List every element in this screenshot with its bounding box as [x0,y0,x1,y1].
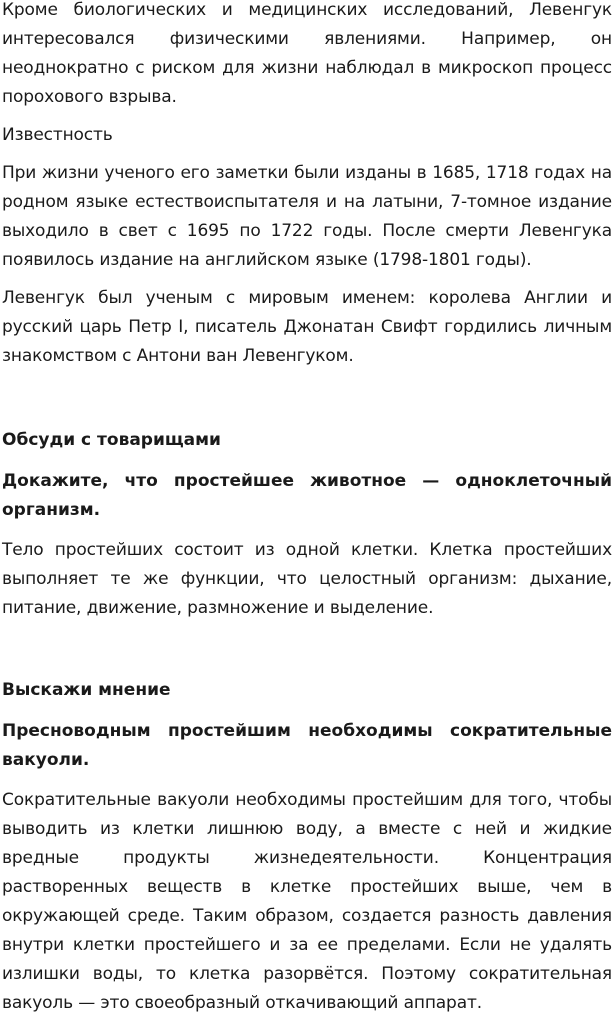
opinion-task: Пресноводным простейшим необходимы сократительные вакуоли. [2,721,612,770]
opinion-answer: Сократительные вакуоли необходимы простейшим для того, чтобы выводить из клетки лишнюю воду, а вместе с ней и жидкие вредные продукты жизнедеятельности. Концентрация растворенных веществ в клетке простейших выше, чем в окружающей среде. Таким образом, создается разность давления внутри клетки простейшего и за ее пределами. Если не удалять излишки воды, то клетка разорвётся. Поэтому сократительная вакуоль — это своеобразный откачивающий аппарат. [2,790,612,1013]
opinion-heading: Выскажи мнение [2,680,171,700]
fame-label: Известность [2,125,113,145]
fame-paragraph-recognition: Левенгук был ученым с мировым именем: королева Англии и русский царь Петр I, писатель Джонатан Свифт гордились личным знакомством с Антони ван Левенгуком. [2,288,612,366]
discuss-task: Докажите, что простейшее животное — одноклеточный организм. [2,471,612,520]
discuss-answer: Тело простейших состоит из одной клетки. Клетка простейших выполняет те же функции, что целостный организм: дыхание, питание, движение, размножение и выделение. [2,540,612,618]
intro-paragraph: Кроме биологических и медицинских исследований, Левенгук интересовался физическими явлениями. Например, он неоднократно с риском для жизни наблюдал в микроскоп процесс порохового взрыва. [2,0,612,107]
fame-paragraph-publications: При жизни ученого его заметки были изданы в 1685, 1718 годах на родном языке естествоиспытателя и на латыни, 7-томное издание выходило в свет с 1695 по 1722 годы. После смерти Левенгука появилось издание на английском языке (1798-1801 годы). [2,163,612,270]
discuss-heading: Обсуди с товарищами [2,430,221,450]
